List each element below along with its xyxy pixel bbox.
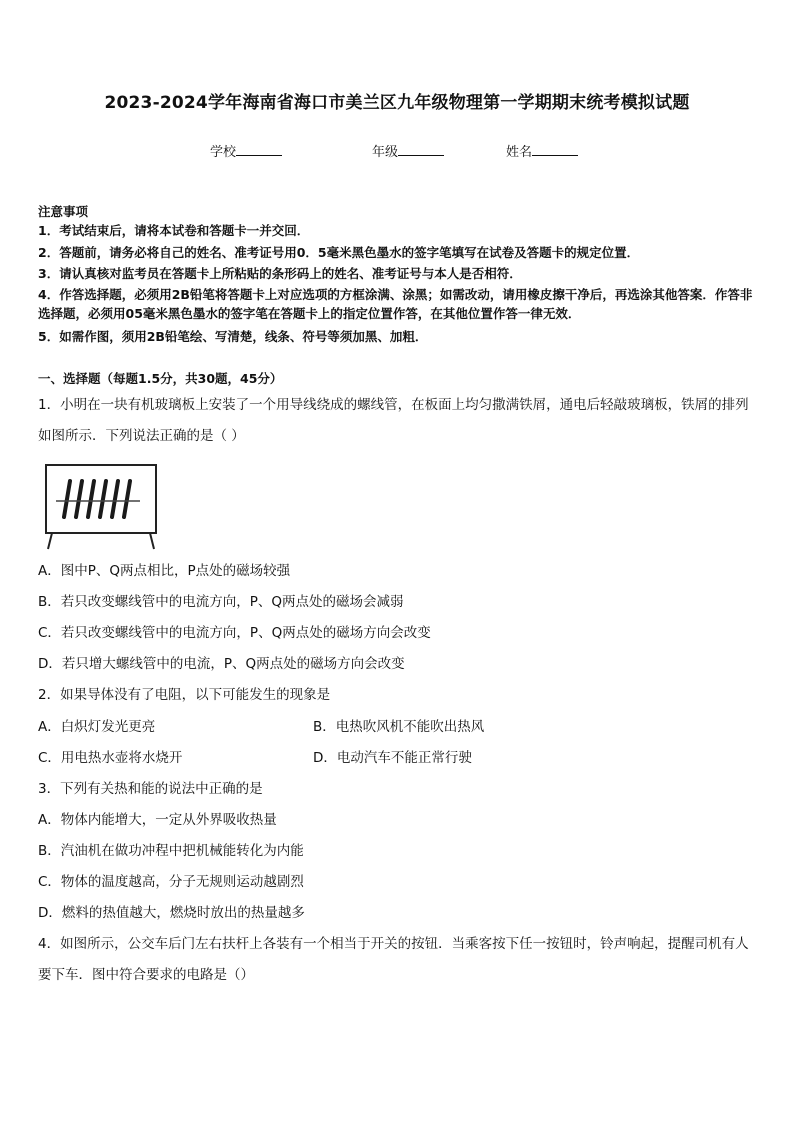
solenoid-figure xyxy=(42,461,160,551)
page-title: 2023-2024学年海南省海口市美兰区九年级物理第一学期期末统考模拟试题 xyxy=(104,93,690,113)
notice-item: 1．考试结束后，请将本试卷和答题卡一并交回． xyxy=(38,223,310,238)
question-2-option-b: B．电热吹风机不能吹出热风 xyxy=(313,719,485,735)
question-1-option-c: C．若只改变螺线管中的电流方向，P、Q两点处的磁场方向会改变 xyxy=(38,625,431,641)
question-3-option-d: D．燃料的热值越大，燃烧时放出的热量越多 xyxy=(38,905,305,921)
question-2-option-d: D．电动汽车不能正常行驶 xyxy=(313,750,472,766)
notice-item: 5．如需作图，须用2B铅笔绘、写清楚，线条、符号等须加黑、加粗． xyxy=(38,329,428,344)
question-1-option-d: D．若只增大螺线管中的电流，P、Q两点处的磁场方向会改变 xyxy=(38,656,405,672)
name-label: 姓名 xyxy=(506,145,533,160)
grade-blank xyxy=(398,144,444,156)
question-2-stem: 2．如果导体没有了电阻，以下可能发生的现象是 xyxy=(38,687,331,703)
question-1-option-b: B．若只改变螺线管中的电流方向，P、Q两点处的磁场会减弱 xyxy=(38,594,404,610)
question-4-stem: 4．如图所示，公交车后门左右扶杆上各装有一个相当于开关的按钮．当乘客按下任一按钮时，铃声响起，提醒司机有人要下车．图中符合要求的电路是（） xyxy=(38,936,749,983)
grade-label: 年级 xyxy=(372,145,399,160)
question-3-option-c: C．物体的温度越高，分子无规则运动越剧烈 xyxy=(38,874,304,890)
plate-leg-right xyxy=(150,533,154,549)
school-blank xyxy=(236,144,282,156)
notice-item: 4．作答选择题，必须用2B铅笔将答题卡上对应选项的方框涂满、涂黑；如需改动，请用橡皮擦干净后，再选涂其他答案．作答非选择题，必须用05毫米黑色墨水的签字笔在答题卡上的指定位置作答，在其他位置作答一律无效． xyxy=(38,287,753,321)
school-label: 学校 xyxy=(210,145,237,160)
notice-heading: 注意事项 xyxy=(38,204,89,219)
name-blank xyxy=(532,144,578,156)
name-field xyxy=(506,141,578,160)
notice-item: 2．答题前，请务必将自己的姓名、准考证号用0．5毫米黑色墨水的签字笔填写在试卷及答题卡的规定位置． xyxy=(38,245,640,260)
question-3-stem: 3．下列有关热和能的说法中正确的是 xyxy=(38,781,263,797)
question-2-option-c: C．用电热水壶将水烧开 xyxy=(38,750,183,766)
notice-item: 3．请认真核对监考员在答题卡上所粘贴的条形码上的姓名、准考证号与本人是否相符． xyxy=(38,266,522,281)
section-heading: 一、选择题（每题1.5分，共30题，45分） xyxy=(38,371,283,386)
question-3-option-b: B．汽油机在做功冲程中把机械能转化为内能 xyxy=(38,843,304,859)
question-1-stem: 1．小明在一块有机玻璃板上安装了一个用导线绕成的螺线管，在板面上均匀撒满铁屑，通电后轻敲玻璃板，铁屑的排列如图所示．下列说法正确的是（ ） xyxy=(38,397,749,444)
grade-field xyxy=(372,141,444,160)
school-field xyxy=(210,141,282,160)
question-3-option-a: A．物体内能增大，一定从外界吸收热量 xyxy=(38,812,277,828)
question-2-option-a: A．白炽灯发光更亮 xyxy=(38,719,156,735)
plate-leg-left xyxy=(48,533,52,549)
question-1-option-a: A．图中P、Q两点相比，P点处的磁场较强 xyxy=(38,563,291,579)
